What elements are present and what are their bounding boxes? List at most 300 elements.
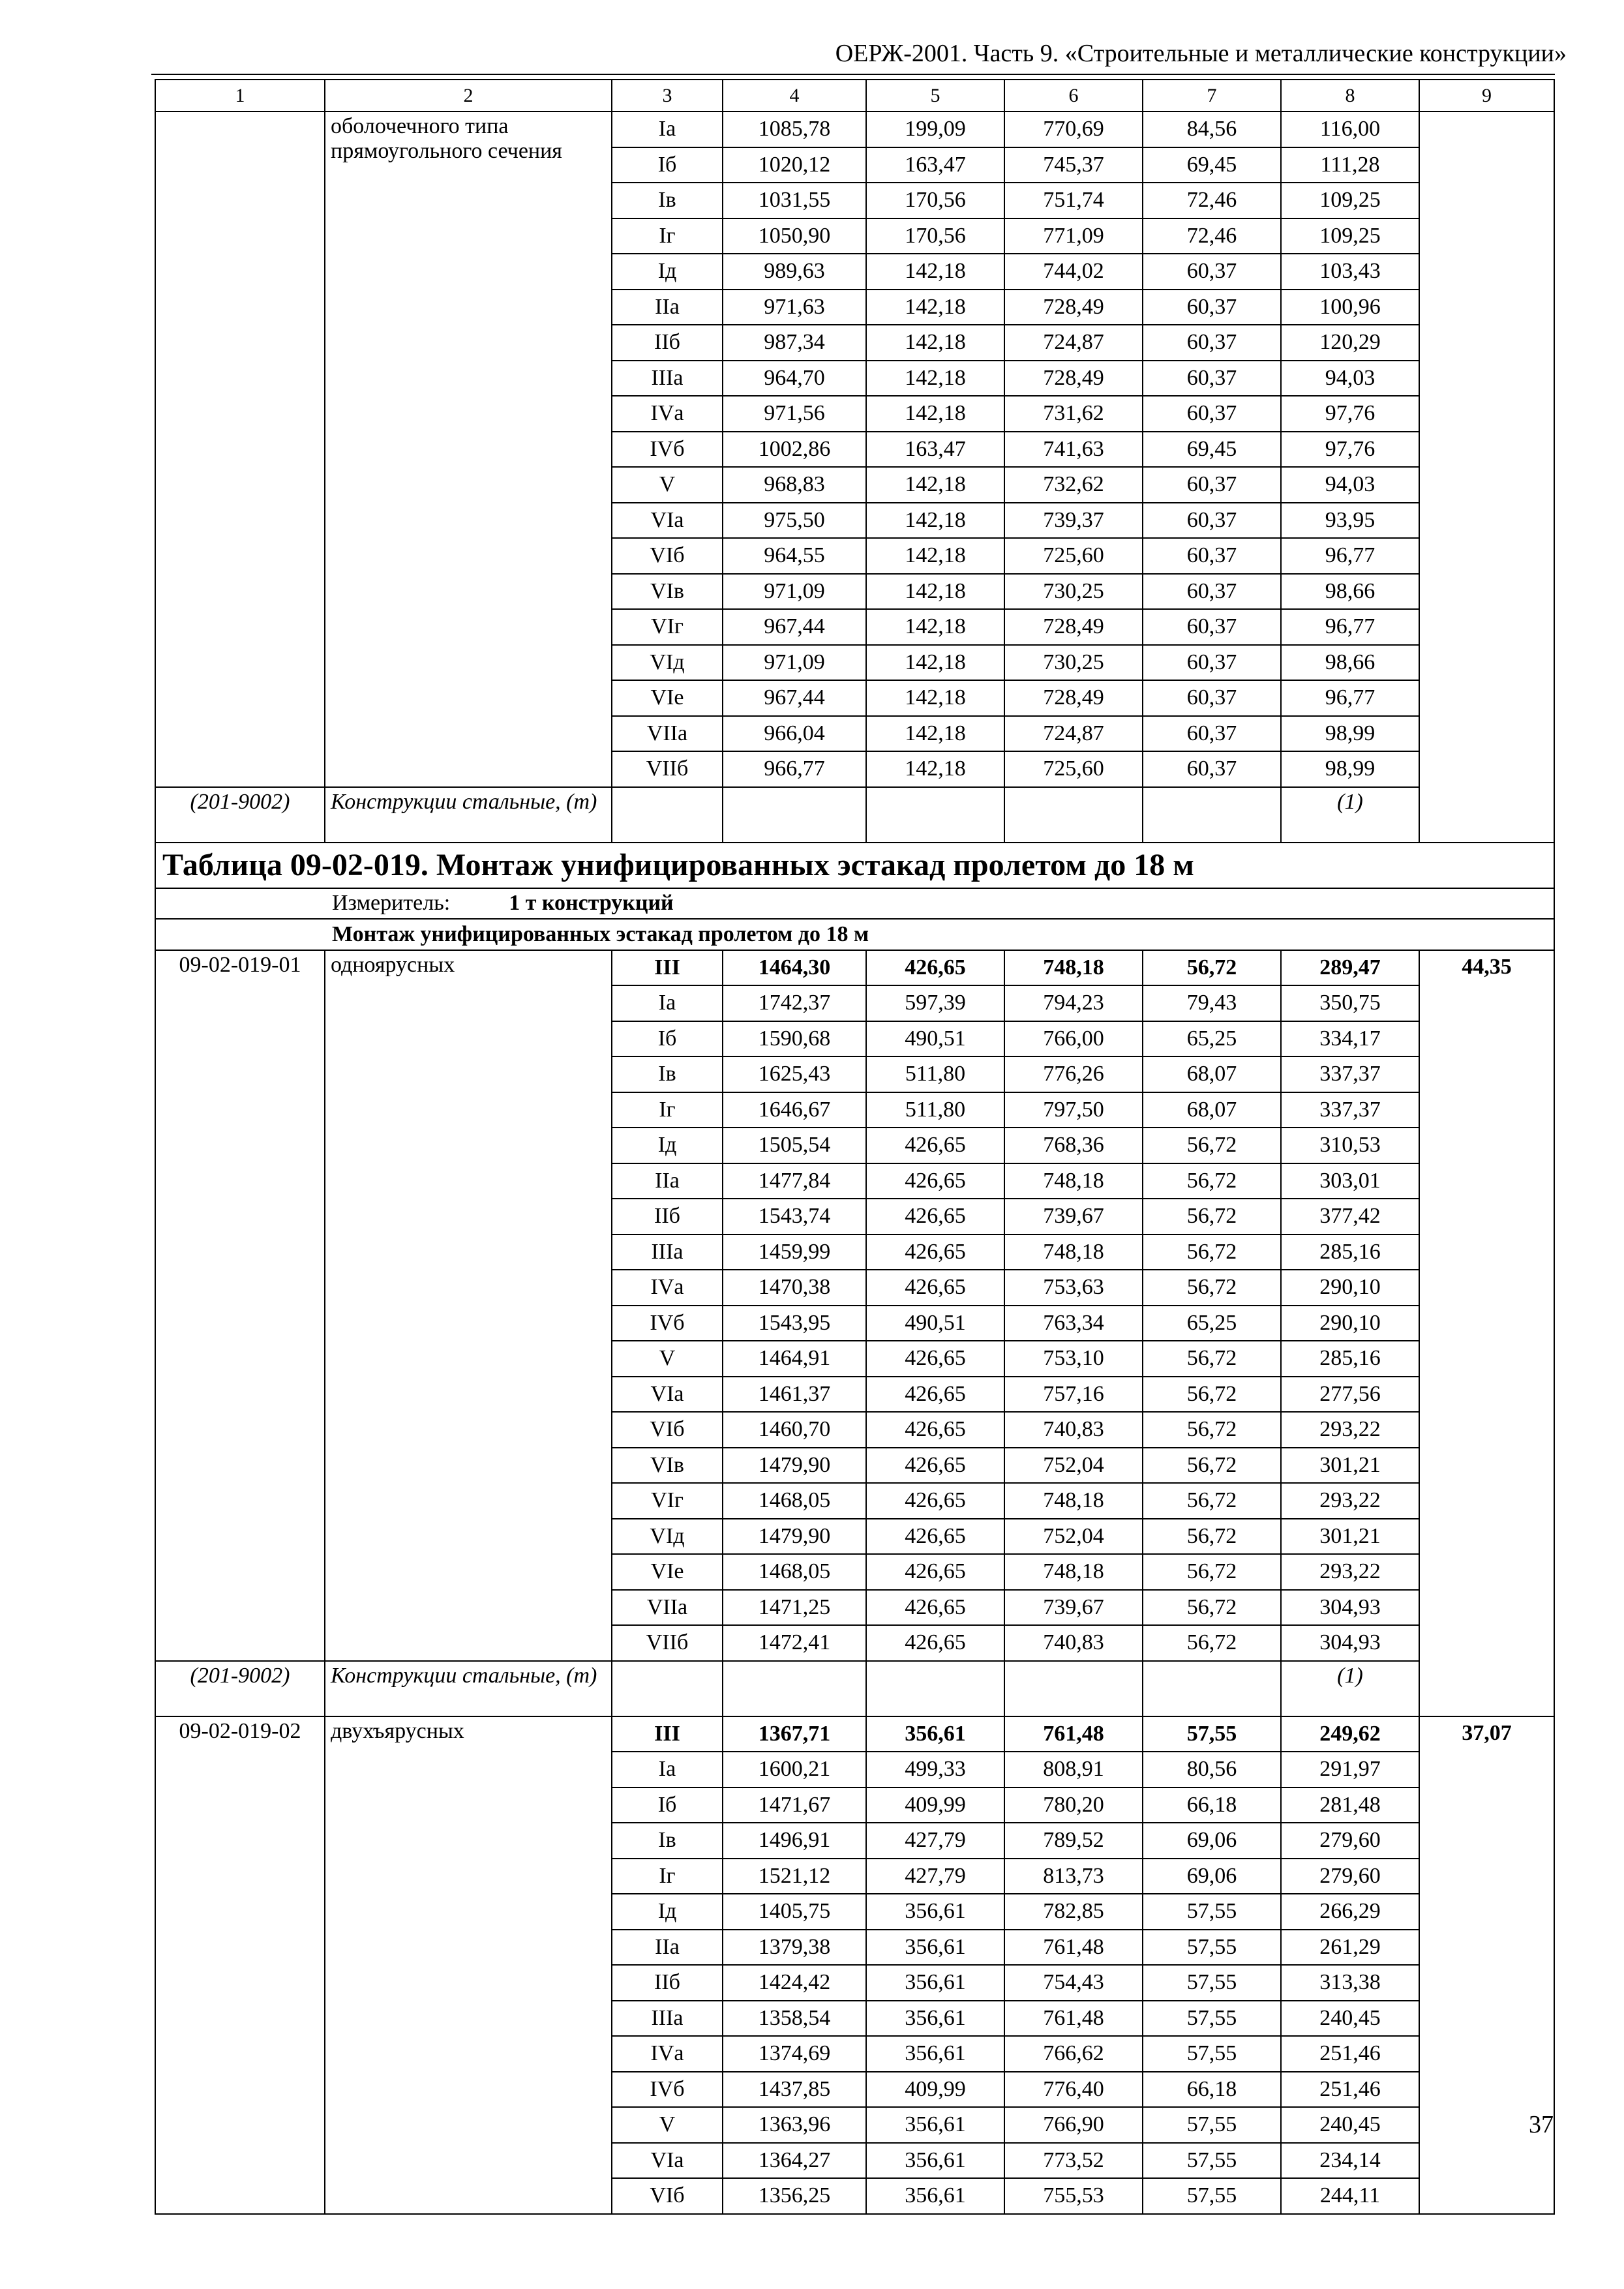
rate-value: 56,72 xyxy=(1143,1377,1281,1413)
rate-value: 56,72 xyxy=(1143,1590,1281,1626)
rate-value: 808,91 xyxy=(1004,1752,1143,1788)
rate-value: 967,44 xyxy=(723,609,866,645)
rate-value: 96,77 xyxy=(1281,680,1419,716)
section-title: Монтаж унифицированных эстакад пролетом до 18 м xyxy=(155,919,1554,950)
rate-value: 1367,71 xyxy=(723,1716,866,1752)
rate-value: 728,49 xyxy=(1004,680,1143,716)
rate-value: 251,46 xyxy=(1281,2072,1419,2108)
rate-value: 337,37 xyxy=(1281,1056,1419,1092)
empty-cell xyxy=(612,1661,723,1716)
rate-value: 1364,27 xyxy=(723,2143,866,2179)
rate-value: 1468,05 xyxy=(723,1483,866,1519)
resource-name: Конструкции стальные, (т) xyxy=(325,1661,612,1716)
rate-value: 57,55 xyxy=(1143,2001,1281,2037)
rate-value: 753,63 xyxy=(1004,1270,1143,1306)
region-code: Iв xyxy=(612,1823,723,1859)
rate-value: 293,22 xyxy=(1281,1554,1419,1590)
rate-value: 199,09 xyxy=(866,112,1004,147)
rate-value: 72,46 xyxy=(1143,183,1281,218)
rate-value: 771,09 xyxy=(1004,218,1143,254)
rate-value: 356,61 xyxy=(866,1716,1004,1752)
rate-value: 60,37 xyxy=(1143,609,1281,645)
rate-value: 57,55 xyxy=(1143,1965,1281,2001)
resource-name: Конструкции стальные, (т) xyxy=(325,787,612,843)
rate-value: 1358,54 xyxy=(723,2001,866,2037)
region-code: IVб xyxy=(612,432,723,468)
region-code: Iб xyxy=(612,147,723,183)
rate-value: 971,56 xyxy=(723,396,866,432)
rate-value: 789,52 xyxy=(1004,1823,1143,1859)
rate-value: 285,16 xyxy=(1281,1234,1419,1270)
region-code: IIб xyxy=(612,1965,723,2001)
rate-value: 142,18 xyxy=(866,325,1004,361)
region-code: VIIа xyxy=(612,716,723,752)
rate-value: 511,80 xyxy=(866,1056,1004,1092)
rate-value: 60,37 xyxy=(1143,645,1281,681)
rate-value: 56,72 xyxy=(1143,950,1281,986)
rate-value: 739,67 xyxy=(1004,1590,1143,1626)
rate-value: 1625,43 xyxy=(723,1056,866,1092)
rate-value: 770,69 xyxy=(1004,112,1143,147)
region-code: Iб xyxy=(612,1021,723,1057)
rate-value: 60,37 xyxy=(1143,538,1281,574)
rate-value: 56,72 xyxy=(1143,1234,1281,1270)
rate-value: 170,56 xyxy=(866,183,1004,218)
rate-value: 94,03 xyxy=(1281,467,1419,503)
rate-value: 240,45 xyxy=(1281,2001,1419,2037)
region-code: Iг xyxy=(612,1092,723,1128)
region-code: IVа xyxy=(612,396,723,432)
rate-value: 754,43 xyxy=(1004,1965,1143,2001)
resource-code: (201-9002) xyxy=(155,1661,325,1716)
rate-value: 753,10 xyxy=(1004,1341,1143,1377)
rate-value: 334,17 xyxy=(1281,1021,1419,1057)
region-code: VIб xyxy=(612,2178,723,2214)
rate-value: 142,18 xyxy=(866,751,1004,787)
region-code: III xyxy=(612,950,723,986)
rate-value: 766,90 xyxy=(1004,2107,1143,2143)
rate-value: 724,87 xyxy=(1004,325,1143,361)
rate-value: 109,25 xyxy=(1281,183,1419,218)
rate-value: 967,44 xyxy=(723,680,866,716)
rate-value: 93,95 xyxy=(1281,503,1419,539)
rate-value: 244,11 xyxy=(1281,2178,1419,2214)
region-code: VIд xyxy=(612,1519,723,1555)
column-number: 5 xyxy=(866,80,1004,112)
region-code: V xyxy=(612,467,723,503)
rate-value: 1468,05 xyxy=(723,1554,866,1590)
rate-value: 60,37 xyxy=(1143,325,1281,361)
rate-value: 1002,86 xyxy=(723,432,866,468)
rate-value: 1085,78 xyxy=(723,112,866,147)
rate-value: 234,14 xyxy=(1281,2143,1419,2179)
rate-value: 56,72 xyxy=(1143,1128,1281,1163)
rate-value: 427,79 xyxy=(866,1823,1004,1859)
region-code: Iд xyxy=(612,254,723,290)
measure-line xyxy=(155,888,1554,919)
rate-value: 98,99 xyxy=(1281,751,1419,787)
rate-value: 409,99 xyxy=(866,1788,1004,1823)
rate-value: 60,37 xyxy=(1143,361,1281,396)
rate-value: 60,37 xyxy=(1143,503,1281,539)
rate-value: 266,29 xyxy=(1281,1894,1419,1930)
rate-value: 249,62 xyxy=(1281,1716,1419,1752)
rate-value: 739,67 xyxy=(1004,1199,1143,1234)
rate-value: 1437,85 xyxy=(723,2072,866,2108)
region-code: IIа xyxy=(612,1930,723,1966)
rate-value: 356,61 xyxy=(866,2036,1004,2072)
rates-table xyxy=(155,79,1555,2215)
rate-value: 69,06 xyxy=(1143,1823,1281,1859)
rate-value: 773,52 xyxy=(1004,2143,1143,2179)
rate-value: 728,49 xyxy=(1004,290,1143,325)
table-row xyxy=(155,1716,1554,1752)
region-code: IIIа xyxy=(612,1234,723,1270)
rate-value: 797,50 xyxy=(1004,1092,1143,1128)
rate-value: 1521,12 xyxy=(723,1859,866,1894)
rate-value: 68,07 xyxy=(1143,1092,1281,1128)
rate-value: 142,18 xyxy=(866,574,1004,610)
rate-value: 968,83 xyxy=(723,467,866,503)
rate-value: 744,02 xyxy=(1004,254,1143,290)
labor-cost: 44,35 xyxy=(1419,950,1554,1716)
header-rule xyxy=(151,74,1555,75)
rate-value: 748,18 xyxy=(1004,1554,1143,1590)
rate-value: 1646,67 xyxy=(723,1092,866,1128)
resource-qty: (1) xyxy=(1281,787,1419,843)
rate-value: 310,53 xyxy=(1281,1128,1419,1163)
rate-value: 499,33 xyxy=(866,1752,1004,1788)
rate-value: 597,39 xyxy=(866,985,1004,1021)
rate-value: 261,29 xyxy=(1281,1930,1419,1966)
rate-value: 60,37 xyxy=(1143,290,1281,325)
rate-value: 1479,90 xyxy=(723,1519,866,1555)
rate-value: 142,18 xyxy=(866,609,1004,645)
region-code: VIг xyxy=(612,1483,723,1519)
rate-value: 776,40 xyxy=(1004,2072,1143,2108)
rate-value: 72,46 xyxy=(1143,218,1281,254)
rate-value: 103,43 xyxy=(1281,254,1419,290)
rate-value: 426,65 xyxy=(866,1234,1004,1270)
rate-value: 989,63 xyxy=(723,254,866,290)
column-number: 4 xyxy=(723,80,866,112)
rate-value: 751,74 xyxy=(1004,183,1143,218)
rate-value: 356,61 xyxy=(866,2143,1004,2179)
rate-value: 142,18 xyxy=(866,361,1004,396)
rate-value: 782,85 xyxy=(1004,1894,1143,1930)
rate-value: 1405,75 xyxy=(723,1894,866,1930)
rate-value: 761,48 xyxy=(1004,1716,1143,1752)
column-number: 8 xyxy=(1281,80,1419,112)
empty-cell xyxy=(1143,1661,1281,1716)
rate-value: 142,18 xyxy=(866,503,1004,539)
rate-value: 730,25 xyxy=(1004,574,1143,610)
rate-value: 80,56 xyxy=(1143,1752,1281,1788)
rate-value: 69,45 xyxy=(1143,147,1281,183)
rate-value: 66,18 xyxy=(1143,1788,1281,1823)
rate-value: 57,55 xyxy=(1143,1894,1281,1930)
rate-value: 142,18 xyxy=(866,254,1004,290)
region-code: Iа xyxy=(612,112,723,147)
region-code: Iд xyxy=(612,1128,723,1163)
rate-value: 1374,69 xyxy=(723,2036,866,2072)
rate-value: 971,09 xyxy=(723,645,866,681)
rate-value: 761,48 xyxy=(1004,2001,1143,2037)
resource-row xyxy=(155,787,1554,843)
rate-value: 65,25 xyxy=(1143,1021,1281,1057)
region-code: V xyxy=(612,1341,723,1377)
rate-value: 964,70 xyxy=(723,361,866,396)
rate-value: 56,72 xyxy=(1143,1448,1281,1484)
rate-value: 971,63 xyxy=(723,290,866,325)
rate-value: 766,00 xyxy=(1004,1021,1143,1057)
region-code: IVб xyxy=(612,2072,723,2108)
rate-value: 163,47 xyxy=(866,432,1004,468)
rate-value: 1050,90 xyxy=(723,218,866,254)
rate-value: 142,18 xyxy=(866,290,1004,325)
empty-cell xyxy=(723,1661,866,1716)
rate-value: 57,55 xyxy=(1143,2036,1281,2072)
rate-value: 1464,30 xyxy=(723,950,866,986)
rate-value: 748,18 xyxy=(1004,1483,1143,1519)
rate-value: 1505,54 xyxy=(723,1128,866,1163)
rate-value: 356,61 xyxy=(866,2001,1004,2037)
region-code: VIе xyxy=(612,680,723,716)
rate-value: 761,48 xyxy=(1004,1930,1143,1966)
rate-value: 279,60 xyxy=(1281,1823,1419,1859)
empty-cell xyxy=(866,1661,1004,1716)
region-code: VIв xyxy=(612,1448,723,1484)
rate-value: 966,04 xyxy=(723,716,866,752)
rate-value: 780,20 xyxy=(1004,1788,1143,1823)
region-code: Iв xyxy=(612,183,723,218)
rate-value: 426,65 xyxy=(866,1625,1004,1661)
rate-value: 98,99 xyxy=(1281,716,1419,752)
rate-value: 98,66 xyxy=(1281,574,1419,610)
rate-value: 279,60 xyxy=(1281,1859,1419,1894)
region-code: IVа xyxy=(612,2036,723,2072)
region-code: VIв xyxy=(612,574,723,610)
rate-value: 741,63 xyxy=(1004,432,1143,468)
rate-value: 57,55 xyxy=(1143,2178,1281,2214)
rate-value: 356,61 xyxy=(866,2178,1004,2214)
table-row xyxy=(155,950,1554,986)
column-number: 1 xyxy=(155,80,325,112)
region-code: IIIа xyxy=(612,2001,723,2037)
measure-label: Измеритель: xyxy=(332,891,451,915)
running-header: ОЕРЖ-2001. Часть 9. «Строительные и металлические конструкции» xyxy=(835,40,1567,67)
region-code: VIб xyxy=(612,1412,723,1448)
rate-value: 56,72 xyxy=(1143,1199,1281,1234)
rate-value: 96,77 xyxy=(1281,609,1419,645)
rate-value: 1424,42 xyxy=(723,1965,866,2001)
rate-value: 725,60 xyxy=(1004,538,1143,574)
rate-value: 240,45 xyxy=(1281,2107,1419,2143)
rate-value: 313,38 xyxy=(1281,1965,1419,2001)
rate-value: 426,65 xyxy=(866,1483,1004,1519)
rate-value: 293,22 xyxy=(1281,1412,1419,1448)
item-code: 09-02-019-01 xyxy=(155,950,325,1661)
rate-value: 490,51 xyxy=(866,1306,1004,1341)
rate-value: 1460,70 xyxy=(723,1412,866,1448)
rate-value: 426,65 xyxy=(866,1128,1004,1163)
column-number: 9 xyxy=(1419,80,1554,112)
rate-value: 964,55 xyxy=(723,538,866,574)
rate-value: 1543,74 xyxy=(723,1199,866,1234)
rate-value: 69,45 xyxy=(1143,432,1281,468)
rate-value: 739,37 xyxy=(1004,503,1143,539)
rate-value: 377,42 xyxy=(1281,1199,1419,1234)
rate-value: 142,18 xyxy=(866,716,1004,752)
labor-cost xyxy=(1419,112,1554,843)
rate-value: 426,65 xyxy=(866,1163,1004,1199)
column-number: 2 xyxy=(325,80,612,112)
rate-value: 728,49 xyxy=(1004,609,1143,645)
region-code: VIа xyxy=(612,2143,723,2179)
rate-value: 1471,67 xyxy=(723,1788,866,1823)
region-code: IVа xyxy=(612,1270,723,1306)
rate-value: 251,46 xyxy=(1281,2036,1419,2072)
rate-value: 304,93 xyxy=(1281,1625,1419,1661)
rate-value: 1742,37 xyxy=(723,985,866,1021)
rate-value: 56,72 xyxy=(1143,1519,1281,1555)
empty-cell xyxy=(866,787,1004,843)
rate-value: 794,23 xyxy=(1004,985,1143,1021)
rate-value: 752,04 xyxy=(1004,1448,1143,1484)
region-code: Iг xyxy=(612,218,723,254)
rate-value: 776,26 xyxy=(1004,1056,1143,1092)
rate-value: 96,77 xyxy=(1281,538,1419,574)
rate-value: 301,21 xyxy=(1281,1519,1419,1555)
rate-value: 60,37 xyxy=(1143,574,1281,610)
item-code: 09-02-019-02 xyxy=(155,1716,325,2214)
empty-cell xyxy=(612,787,723,843)
rate-value: 56,72 xyxy=(1143,1412,1281,1448)
rate-value: 142,18 xyxy=(866,680,1004,716)
rate-value: 109,25 xyxy=(1281,218,1419,254)
table-title: Таблица 09-02-019. Монтаж унифицированных эстакад пролетом до 18 м xyxy=(155,843,1554,888)
rate-value: 755,53 xyxy=(1004,2178,1143,2214)
region-code: Iа xyxy=(612,1752,723,1788)
rate-value: 56,72 xyxy=(1143,1270,1281,1306)
rate-value: 60,37 xyxy=(1143,467,1281,503)
rate-value: 57,55 xyxy=(1143,1716,1281,1752)
rate-value: 1031,55 xyxy=(723,183,866,218)
page-number: 37 xyxy=(1529,2111,1554,2138)
rate-value: 120,29 xyxy=(1281,325,1419,361)
rate-value: 94,03 xyxy=(1281,361,1419,396)
rate-value: 163,47 xyxy=(866,147,1004,183)
rate-value: 511,80 xyxy=(866,1092,1004,1128)
empty-cell xyxy=(1004,787,1143,843)
rate-value: 111,28 xyxy=(1281,147,1419,183)
region-code: Iг xyxy=(612,1859,723,1894)
rate-value: 1479,90 xyxy=(723,1448,866,1484)
rate-value: 1363,96 xyxy=(723,2107,866,2143)
rate-value: 142,18 xyxy=(866,645,1004,681)
rate-value: 142,18 xyxy=(866,396,1004,432)
rate-value: 768,36 xyxy=(1004,1128,1143,1163)
region-code: Iа xyxy=(612,985,723,1021)
rate-value: 748,18 xyxy=(1004,1234,1143,1270)
rate-value: 1459,99 xyxy=(723,1234,866,1270)
region-code: Iд xyxy=(612,1894,723,1930)
item-code xyxy=(155,112,325,787)
rate-value: 426,65 xyxy=(866,1377,1004,1413)
rate-value: 97,76 xyxy=(1281,396,1419,432)
region-code: IIа xyxy=(612,1163,723,1199)
rate-value: 1020,12 xyxy=(723,147,866,183)
rate-value: 1600,21 xyxy=(723,1752,866,1788)
rate-value: 752,04 xyxy=(1004,1519,1143,1555)
rate-value: 1461,37 xyxy=(723,1377,866,1413)
rate-value: 1471,25 xyxy=(723,1590,866,1626)
resource-code: (201-9002) xyxy=(155,787,325,843)
rate-value: 813,73 xyxy=(1004,1859,1143,1894)
region-code: Iв xyxy=(612,1056,723,1092)
column-number: 3 xyxy=(612,80,723,112)
rate-value: 277,56 xyxy=(1281,1377,1419,1413)
rate-value: 84,56 xyxy=(1143,112,1281,147)
rate-value: 724,87 xyxy=(1004,716,1143,752)
rate-value: 170,56 xyxy=(866,218,1004,254)
rate-value: 60,37 xyxy=(1143,716,1281,752)
rate-value: 1472,41 xyxy=(723,1625,866,1661)
rate-value: 740,83 xyxy=(1004,1412,1143,1448)
rate-value: 757,16 xyxy=(1004,1377,1143,1413)
region-code: VIа xyxy=(612,1377,723,1413)
rate-value: 745,37 xyxy=(1004,147,1143,183)
rate-value: 285,16 xyxy=(1281,1341,1419,1377)
rate-value: 291,97 xyxy=(1281,1752,1419,1788)
resource-row xyxy=(155,1661,1554,1716)
rate-value: 100,96 xyxy=(1281,290,1419,325)
rate-value: 748,18 xyxy=(1004,1163,1143,1199)
rate-value: 304,93 xyxy=(1281,1590,1419,1626)
region-code: IIIа xyxy=(612,361,723,396)
rate-value: 730,25 xyxy=(1004,645,1143,681)
rate-value: 56,72 xyxy=(1143,1483,1281,1519)
rate-value: 356,61 xyxy=(866,2107,1004,2143)
rate-value: 57,55 xyxy=(1143,2143,1281,2179)
region-code: III xyxy=(612,1716,723,1752)
region-code: VIIа xyxy=(612,1590,723,1626)
rate-value: 426,65 xyxy=(866,1412,1004,1448)
rate-value: 731,62 xyxy=(1004,396,1143,432)
region-code: VIа xyxy=(612,503,723,539)
table-row xyxy=(155,112,1554,147)
rate-value: 65,25 xyxy=(1143,1306,1281,1341)
measure-value: 1 т конструкций xyxy=(509,891,674,915)
rate-value: 57,55 xyxy=(1143,1930,1281,1966)
rate-value: 1470,38 xyxy=(723,1270,866,1306)
rate-value: 356,61 xyxy=(866,1930,1004,1966)
rate-value: 966,77 xyxy=(723,751,866,787)
resource-qty: (1) xyxy=(1281,1661,1419,1716)
region-code: Iб xyxy=(612,1788,723,1823)
rate-value: 290,10 xyxy=(1281,1306,1419,1341)
rate-value: 60,37 xyxy=(1143,751,1281,787)
rate-value: 426,65 xyxy=(866,950,1004,986)
rate-value: 426,65 xyxy=(866,1448,1004,1484)
item-description: двухъярусных xyxy=(325,1716,612,2214)
rate-value: 740,83 xyxy=(1004,1625,1143,1661)
column-number-row xyxy=(155,80,1554,112)
column-number: 6 xyxy=(1004,80,1143,112)
region-code: VIе xyxy=(612,1554,723,1590)
rate-value: 290,10 xyxy=(1281,1270,1419,1306)
rate-value: 289,47 xyxy=(1281,950,1419,986)
